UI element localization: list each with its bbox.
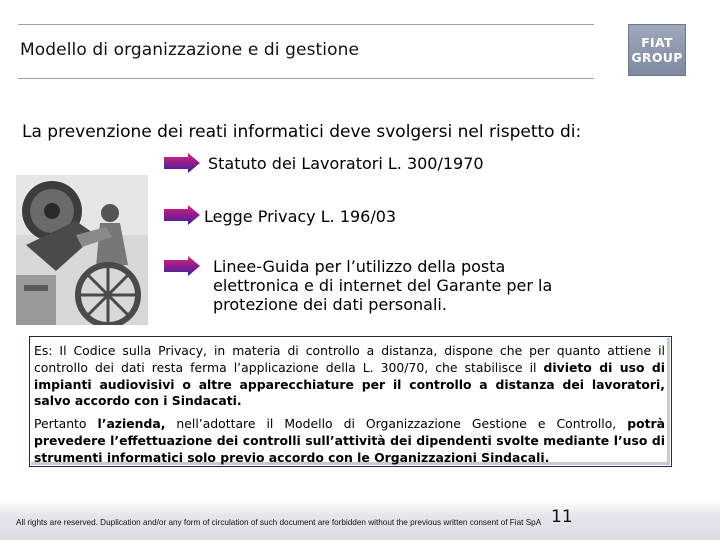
note-text: Pertanto xyxy=(34,416,98,431)
bullet-line: Statuto dei Lavoratori L. 300/1970 xyxy=(208,154,484,173)
bullet-line: protezione dei dati personali. xyxy=(213,295,447,314)
footer-rights-text: All rights are reserved. Duplication and/or any form of circulation of such document are forbidden without the previous written consent of Fiat SpA xyxy=(16,518,542,527)
fiat-group-logo xyxy=(628,24,686,76)
intro-heading: La prevenzione dei reati informatici deve svolgersi nel rispetto di: xyxy=(22,122,582,142)
arrow-bullet-icon xyxy=(164,153,200,173)
note-text-bold: potrà prevedere l’effettuazione dei controlli sull’attività dei dipendenti svolte mediante l’uso di strumenti informatici solo previo accordo con le Organizzazioni Sindacali. xyxy=(34,416,665,465)
bullet-item-privacy xyxy=(204,207,396,226)
arrow-bullet-icon xyxy=(164,205,200,225)
note-paragraph-2 xyxy=(34,416,665,466)
note-text-bold: l’azienda, xyxy=(97,416,166,431)
bullet-item-statuto xyxy=(208,154,484,173)
note-paragraph-1 xyxy=(34,343,665,410)
header-rule-bottom xyxy=(18,78,594,79)
note-text: Es: Il Codice sulla Privacy, in materia di controllo a distanza, dispone che per quanto attiene il controllo dei dati resta ferma l’applicazione della L. 300/70, che stabilisce il xyxy=(34,343,665,375)
bullet-item-linee-guida xyxy=(213,257,552,314)
bullet-line: elettronica e di internet del Garante per la xyxy=(213,276,553,295)
note-text: nell’adottare il Modello di Organizzazione Gestione e Controllo, xyxy=(165,416,628,431)
page-title: Modello di organizzazione e di gestione xyxy=(20,40,360,60)
header-rule-top xyxy=(18,24,594,25)
bullet-line: Linee-Guida per l’utilizzo della posta xyxy=(213,257,506,276)
note-text-bold: divieto di uso di impianti audiovisivi o altre apparecchiature per il controllo a distanza dei lavoratori, salvo accordo con i Sindacati. xyxy=(34,359,665,409)
logo-text-fiat: FIAT xyxy=(641,35,673,50)
page-number: 11 xyxy=(551,507,573,527)
logo-text-group: GROUP xyxy=(631,50,683,65)
bullet-line: Legge Privacy L. 196/03 xyxy=(204,207,397,226)
workers-photo xyxy=(16,175,148,325)
privacy-note-box xyxy=(29,336,672,467)
arrow-bullet-icon xyxy=(164,256,200,276)
